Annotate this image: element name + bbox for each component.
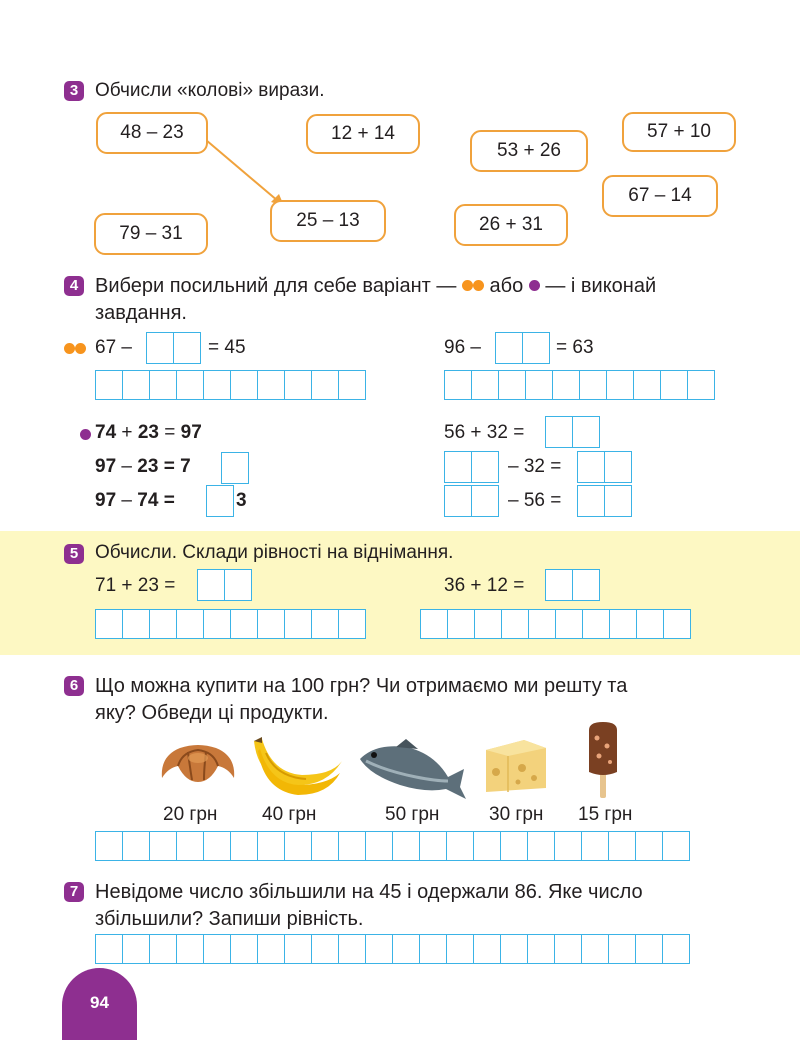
two-dots-icon bbox=[462, 275, 484, 297]
task-5-instruction: Обчисли. Склади рівності на віднімання. bbox=[95, 542, 454, 563]
eq-term: 74 bbox=[95, 422, 117, 443]
answer-cells-right-eq2-left[interactable] bbox=[444, 451, 498, 483]
equation-2-right: = 63 bbox=[556, 337, 594, 358]
price-bananas: 40 грн bbox=[262, 804, 317, 825]
price-fish: 50 грн bbox=[385, 804, 440, 825]
expression-oval-5[interactable]: 67 – 14 bbox=[602, 175, 718, 217]
cheese-icon[interactable] bbox=[484, 738, 548, 794]
eq-op: = bbox=[164, 422, 176, 443]
task-4-instruction-part1: Вибери посильний для себе варіант — bbox=[95, 275, 457, 297]
bold-equation-3-digit: 3 bbox=[236, 490, 247, 511]
expression-oval-1[interactable]: 48 – 23 bbox=[96, 112, 208, 154]
page-number: 94 bbox=[62, 968, 137, 1040]
eq-term: 23 bbox=[137, 456, 159, 477]
expression-oval-7[interactable]: 25 – 13 bbox=[270, 200, 386, 242]
croissant-icon[interactable] bbox=[158, 738, 238, 788]
eq-result: = 7 bbox=[163, 456, 191, 477]
eq-term: 97 bbox=[95, 490, 117, 511]
answer-cell-bold-eq3[interactable] bbox=[206, 485, 233, 517]
answer-row-left-task4[interactable] bbox=[95, 370, 365, 400]
eq-term: 23 bbox=[137, 422, 159, 443]
expression-oval-8[interactable]: 26 + 31 bbox=[454, 204, 568, 246]
task-6-number-badge: 6 bbox=[64, 676, 84, 696]
one-dot-icon bbox=[529, 275, 540, 297]
eq-term: 74 bbox=[137, 490, 159, 511]
bold-equation-3 bbox=[95, 490, 175, 512]
task-7-instruction-line2: збільшили? Запиши рівність. bbox=[95, 908, 364, 930]
right-equation-3: – 56 = bbox=[508, 490, 562, 511]
price-ice-cream: 15 грн bbox=[578, 804, 633, 825]
task-3-number-badge: 3 bbox=[64, 81, 84, 101]
expression-oval-3[interactable]: 53 + 26 bbox=[470, 130, 588, 172]
two-dots-marker-icon bbox=[64, 342, 86, 360]
eq-op: – bbox=[121, 456, 132, 477]
one-dot-marker-icon bbox=[80, 428, 91, 446]
answer-cells-eq1[interactable] bbox=[146, 332, 200, 364]
answer-cells-task5-eq2[interactable] bbox=[545, 569, 599, 601]
price-croissant: 20 грн bbox=[163, 804, 218, 825]
task-4-instruction-or: або bbox=[489, 275, 524, 297]
answer-row-right-task4[interactable] bbox=[444, 370, 714, 400]
task-4-number-badge: 4 bbox=[64, 276, 84, 296]
task-5-equation-2: 36 + 12 = bbox=[444, 575, 525, 596]
expression-oval-4[interactable]: 57 + 10 bbox=[622, 112, 736, 152]
task-6-instruction-line2: яку? Обведи ці продукти. bbox=[95, 702, 329, 724]
eq-op: – bbox=[121, 490, 132, 511]
answer-cells-task5-eq1[interactable] bbox=[197, 569, 251, 601]
answer-cell-bold-eq2[interactable] bbox=[221, 452, 248, 484]
answer-cells-right-eq3-right[interactable] bbox=[577, 485, 631, 517]
answer-row-right-task5[interactable] bbox=[420, 609, 690, 639]
bananas-icon[interactable] bbox=[246, 733, 346, 797]
task-6-instruction-line1: Що можна купити на 100 грн? Чи отримаємо ми решту та bbox=[95, 675, 628, 697]
answer-cells-right-eq3-left[interactable] bbox=[444, 485, 498, 517]
ice-cream-icon[interactable] bbox=[583, 720, 623, 800]
equation-2-left: 96 – bbox=[444, 337, 481, 358]
answer-cells-eq2[interactable] bbox=[495, 332, 549, 364]
answer-cells-right-eq2-right[interactable] bbox=[577, 451, 631, 483]
task-7-number-badge: 7 bbox=[64, 882, 84, 902]
bold-equation-1 bbox=[95, 422, 202, 444]
task-4-instruction-end: — і виконай bbox=[545, 275, 657, 297]
expression-oval-2[interactable]: 12 + 14 bbox=[306, 114, 420, 154]
task-5-number-badge: 5 bbox=[64, 544, 84, 564]
answer-row-task7[interactable] bbox=[95, 934, 689, 964]
eq-op: = bbox=[163, 490, 175, 511]
eq-term: 97 bbox=[95, 456, 117, 477]
right-equation-1: 56 + 32 = bbox=[444, 422, 525, 443]
task-3-instruction: Обчисли «колові» вирази. bbox=[95, 80, 325, 101]
answer-row-task6[interactable] bbox=[95, 831, 689, 861]
task-5-equation-1: 71 + 23 = bbox=[95, 575, 176, 596]
fish-icon[interactable] bbox=[356, 737, 468, 803]
equation-1-left: 67 – bbox=[95, 337, 132, 358]
task-7-instruction-line1: Невідоме число збільшили на 45 і одержали 86. Яке число bbox=[95, 881, 643, 903]
task-4-instruction bbox=[95, 275, 656, 297]
equation-1-right: = 45 bbox=[208, 337, 246, 358]
expression-oval-6[interactable]: 79 – 31 bbox=[94, 213, 208, 255]
task-4-instruction-line2: завдання. bbox=[95, 302, 187, 324]
bold-equation-2 bbox=[95, 456, 191, 478]
eq-op: + bbox=[121, 422, 133, 443]
right-equation-2: – 32 = bbox=[508, 456, 562, 477]
answer-row-left-task5[interactable] bbox=[95, 609, 365, 639]
price-cheese: 30 грн bbox=[489, 804, 544, 825]
eq-term: 97 bbox=[180, 422, 202, 443]
answer-cells-right-eq1[interactable] bbox=[545, 416, 599, 448]
